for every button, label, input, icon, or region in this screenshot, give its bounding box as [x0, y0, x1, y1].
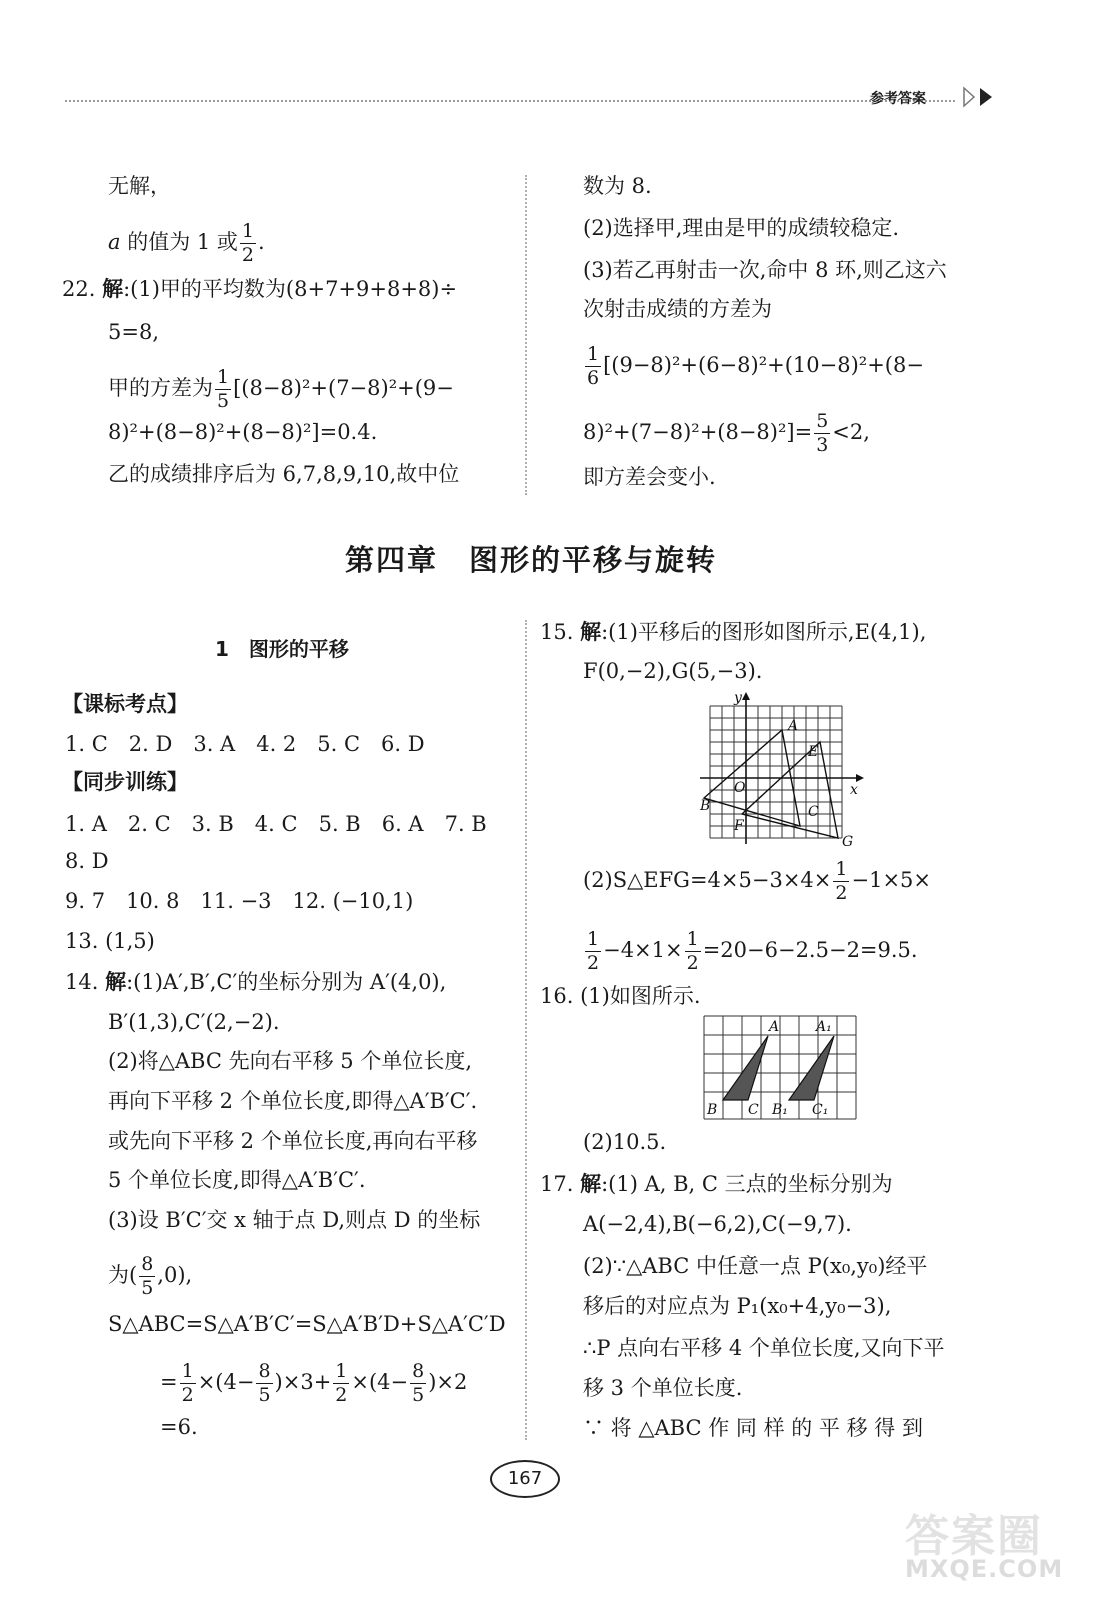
fig16-label-c: C	[748, 1102, 759, 1118]
figure-15-coordinate-grid	[690, 690, 870, 850]
text-line: B′(1,3),C′(2,−2).	[108, 1010, 280, 1034]
text-line: 数为 8.	[583, 174, 652, 198]
text-line: (2)10.5.	[583, 1130, 667, 1154]
bottom-column-divider	[525, 620, 527, 1440]
fig16-label-a1: A₁	[816, 1019, 832, 1035]
text-line: 8)²+(7−8)²+(8−8)²]= $\frac{5}{3}$ <2,	[583, 410, 870, 456]
question-17: 17. 解:(1) A, B, C 三点的坐标分别为	[540, 1171, 893, 1196]
text-line: $\frac{1}{6}$ [(9−8)²+(6−8)²+(10−8)²+(8−	[587, 343, 924, 389]
subsection-heading: 【课标考点】	[62, 692, 188, 716]
text-line: $\frac{1}{2}$ −4×1× $\frac{1}{2}$ =20−6−2.5−2=9.5.	[587, 928, 918, 974]
chapter-title: 第四章 图形的平移与旋转	[345, 543, 718, 577]
page-number-badge	[490, 1460, 560, 1498]
header-label: 参考答案	[870, 91, 926, 107]
subsection-heading: 【同步训练】	[62, 770, 188, 794]
section-title: 1 图形的平移	[215, 637, 349, 661]
page-number: 167	[507, 1468, 543, 1489]
fig15-label-x: x	[850, 782, 858, 798]
answers-line: 1. C 2. D 3. A 4. 2 5. C 6. D	[65, 732, 425, 756]
fig16-label-c1: C₁	[812, 1102, 829, 1118]
text-line: 移后的对应点为 P₁(x₀+4,y₀−3),	[583, 1294, 892, 1318]
text-line: 甲的方差为 $\frac{1}{5}$ [(8−8)²+(7−8)²+(9−	[108, 366, 454, 412]
fig15-label-g: G	[842, 834, 854, 850]
text-line: (3)若乙再射击一次,命中 8 环,则乙这六	[583, 258, 947, 282]
text-line: = $\frac{1}{2}$ ×(4− $\frac{8}{5}$ )×3+ $\frac{1}{2}$ ×(4− $\frac{8}{5}$ )×2	[160, 1360, 468, 1406]
text-line: 再向下平移 2 个单位长度,即得△A′B′C′.	[108, 1089, 478, 1113]
text-line: 或先向下平移 2 个单位长度,再向右平移	[108, 1129, 478, 1153]
text-line: ∵ 将 △ABC 作 同 样 的 平 移 得 到	[583, 1416, 923, 1440]
fig15-label-b: B	[700, 798, 711, 814]
text-line: (3)设 B′C′交 x 轴于点 D,则点 D 的坐标	[108, 1208, 481, 1232]
text-line: (2)∵△ABC 中任意一点 P(x₀,y₀)经平	[583, 1254, 928, 1278]
text-line: =6.	[160, 1415, 198, 1439]
watermark-url: MXQE.COM	[905, 1555, 1064, 1583]
text-line: S△ABC=S△A′B′C′=S△A′B′D+S△A′C′D	[108, 1312, 506, 1336]
text-line: (2)将△ABC 先向右平移 5 个单位长度,	[108, 1049, 473, 1073]
answers-line: 1. A 2. C 3. B 4. C 5. B 6. A 7. B	[65, 812, 487, 836]
text-line: (2)S△EFG=4×5−3×4× $\frac{1}{2}$ −1×5×	[583, 858, 931, 904]
question-22: 22. 解:(1)甲的平均数为(8+7+9+8+8)÷	[62, 276, 458, 301]
header-rule	[65, 100, 955, 102]
answers-line: 13. (1,5)	[65, 929, 155, 953]
text-line: ∴P 点向右平移 4 个单位长度,又向下平	[583, 1336, 945, 1360]
top-column-divider	[525, 175, 527, 495]
fig15-label-e: E	[808, 744, 819, 760]
text-line: 即方差会变小.	[583, 465, 716, 489]
text-line: 乙的成绩排序后为 6,7,8,9,10,故中位	[108, 462, 460, 486]
question-14: 14. 解:(1)A′,B′,C′的坐标分别为 A′(4,0),	[65, 969, 447, 994]
fig15-label-c: C	[808, 804, 819, 820]
answers-line: 9. 7 10. 8 11. −3 12. (−10,1)	[65, 889, 414, 913]
header-arrow-icon	[960, 86, 1000, 108]
fig16-label-b: B	[707, 1102, 718, 1118]
text-line: 次射击成绩的方差为	[583, 297, 772, 321]
text-line: F(0,−2),G(5,−3).	[583, 659, 763, 683]
text-line: (2)选择甲,理由是甲的成绩较稳定.	[583, 216, 900, 240]
text-line: 5 个单位长度,即得△A′B′C′.	[108, 1168, 366, 1192]
question-15: 15. 解:(1)平移后的图形如图所示,E(4,1),	[540, 619, 927, 644]
fig15-label-y: y	[734, 690, 742, 706]
fig15-label-o: O	[734, 780, 746, 796]
answers-line: 8. D	[65, 849, 109, 873]
question-16: 16. (1)如图所示.	[540, 984, 701, 1008]
text-line: 移 3 个单位长度.	[583, 1376, 743, 1400]
fig15-label-f: F	[734, 818, 744, 834]
text-line: 8)²+(8−8)²+(8−8)²]=0.4.	[108, 420, 378, 444]
text-line: A(−2,4),B(−6,2),C(−9,7).	[583, 1212, 852, 1236]
text-line: a 的值为 1 或 $\frac{1}{2}$ .	[108, 220, 265, 266]
fig16-label-b1: B₁	[772, 1102, 788, 1118]
watermark-logo: 答案圈	[905, 1511, 1043, 1562]
fig16-label-a: A	[769, 1019, 780, 1035]
text-line: 为( $\frac{8}{5}$ ,0),	[108, 1253, 193, 1299]
text-line: 无解，	[108, 174, 171, 198]
figure-16-grid	[700, 1012, 860, 1124]
text-line: 5=8,	[108, 320, 159, 344]
fig15-label-a: A	[788, 718, 799, 734]
